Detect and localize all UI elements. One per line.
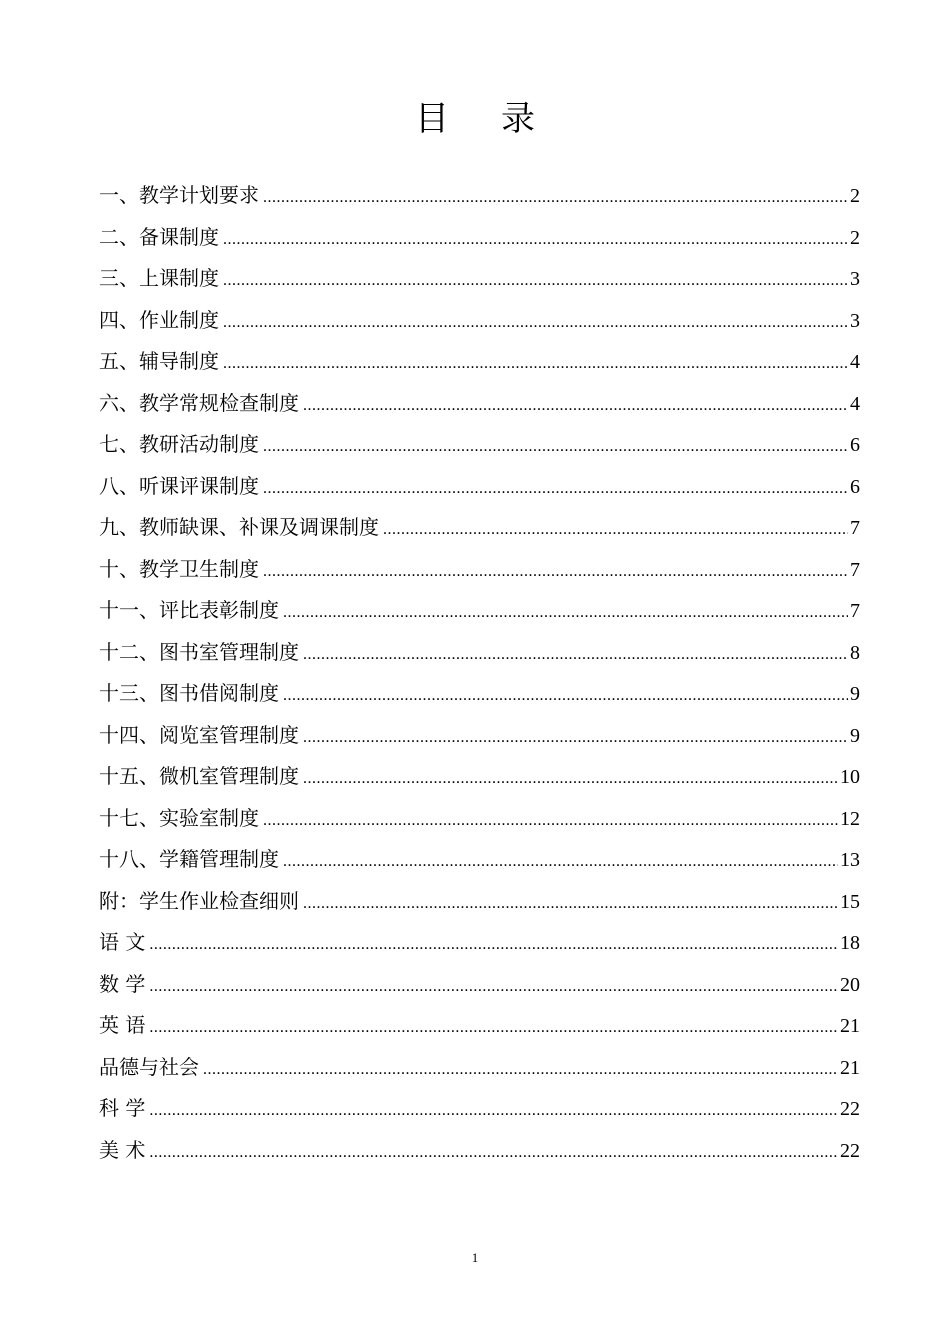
toc-entry-page-number: 8	[850, 641, 860, 664]
toc-entry-page-number: 2	[850, 226, 860, 249]
toc-entry-page-number: 15	[840, 890, 860, 913]
toc-dot-leader	[149, 1132, 838, 1174]
toc-entry-label: 十七、实验室制度	[99, 805, 259, 830]
toc-entry-page-number: 18	[840, 932, 860, 954]
toc-entry-page-number: 2	[850, 185, 860, 207]
toc-entry[interactable]	[99, 881, 860, 923]
toc-entry-label: 品德与社会	[99, 1054, 199, 1079]
toc-entry[interactable]	[99, 1130, 860, 1172]
toc-dot-leader	[263, 177, 848, 219]
toc-dot-leader	[223, 343, 848, 385]
toc-entry-page-number: 3	[850, 268, 860, 290]
toc-entry[interactable]	[99, 175, 860, 217]
toc-dot-leader	[303, 385, 848, 427]
toc-entry-page-number: 6	[850, 475, 860, 498]
toc-entry-page-number: 13	[840, 849, 860, 871]
toc-entry[interactable]	[99, 549, 860, 591]
toc-entry-label: 三、上课制度	[99, 266, 219, 290]
page-number: 1	[471, 1250, 479, 1265]
toc-dot-leader	[303, 883, 838, 925]
toc-entry-page-number: 9	[850, 683, 860, 705]
toc-entry-page-number: 7	[850, 517, 860, 539]
toc-dot-leader	[283, 592, 848, 634]
toc-entry[interactable]	[99, 383, 860, 425]
toc-entry-label: 七、教研活动制度	[99, 432, 259, 456]
toc-entry-label: 数 学	[99, 971, 146, 996]
toc-dot-leader	[223, 219, 848, 261]
page-title: 目录	[415, 98, 587, 139]
toc-dot-leader	[223, 260, 848, 302]
toc-entry-label: 四、作业制度	[99, 307, 219, 332]
toc-entry[interactable]	[99, 922, 860, 964]
toc-entry[interactable]	[99, 715, 860, 757]
toc-entry-label: 二、备课制度	[99, 224, 219, 249]
toc-entry[interactable]	[99, 1047, 860, 1089]
toc-entry-page-number: 7	[850, 600, 860, 622]
toc-entry[interactable]	[99, 217, 860, 259]
toc-entry-label: 八、听课评课制度	[99, 473, 259, 498]
toc-entry-page-number: 3	[850, 309, 860, 332]
toc-dot-leader	[283, 841, 838, 883]
toc-dot-leader	[303, 634, 848, 676]
toc-entry-label: 一、教学计划要求	[99, 183, 259, 207]
toc-entry-label: 十一、评比表彰制度	[99, 598, 279, 622]
toc-entry-label: 英 语	[99, 1013, 146, 1037]
toc-entry-label: 十五、微机室管理制度	[99, 764, 299, 788]
toc-entry-label: 语 文	[99, 930, 146, 954]
toc-entry-page-number: 22	[840, 1139, 860, 1162]
toc-dot-leader	[203, 1049, 838, 1091]
toc-entry-label: 附：学生作业检查细则	[99, 888, 299, 913]
toc-entry[interactable]	[99, 798, 860, 840]
toc-entry-label: 科 学	[99, 1096, 146, 1120]
toc-dot-leader	[263, 551, 848, 593]
toc-entry-label: 十四、阅览室管理制度	[99, 722, 299, 747]
toc-entry[interactable]	[99, 1088, 860, 1130]
toc-entry-page-number: 10	[840, 766, 860, 788]
toc-dot-leader	[283, 675, 848, 717]
toc-entry-page-number: 7	[850, 558, 860, 581]
toc-entry-page-number: 21	[840, 1056, 860, 1079]
toc-dot-leader	[303, 758, 838, 800]
toc-dot-leader	[223, 302, 848, 344]
toc-entry-page-number: 4	[850, 351, 860, 373]
toc-entry-label: 十二、图书室管理制度	[99, 639, 299, 664]
toc-entry[interactable]	[99, 341, 860, 383]
toc-entry-label: 九、教师缺课、补课及调课制度	[99, 515, 379, 539]
toc-entry[interactable]	[99, 673, 860, 715]
toc-entry[interactable]	[99, 1005, 860, 1047]
toc-entry-page-number: 21	[840, 1015, 860, 1037]
toc-entry-page-number: 12	[840, 807, 860, 830]
toc-entry[interactable]	[99, 507, 860, 549]
toc-dot-leader	[263, 468, 848, 510]
toc-dot-leader	[263, 426, 848, 468]
toc-entry[interactable]	[99, 590, 860, 632]
toc-entry-label: 十三、图书借阅制度	[99, 681, 279, 705]
toc-entry-page-number: 9	[850, 724, 860, 747]
toc-entry[interactable]	[99, 756, 860, 798]
toc-dot-leader	[149, 924, 838, 966]
toc-entry-label: 美 术	[99, 1137, 146, 1162]
toc-dot-leader	[149, 1090, 838, 1132]
toc-dot-leader	[383, 509, 848, 551]
toc-entry-label: 六、教学常规检查制度	[99, 390, 299, 415]
toc-entry[interactable]	[99, 424, 860, 466]
toc-entry-label: 十、教学卫生制度	[99, 556, 259, 581]
toc-dot-leader	[303, 717, 848, 759]
toc-entry[interactable]	[99, 839, 860, 881]
toc-entry[interactable]	[99, 466, 860, 508]
toc-entry[interactable]	[99, 964, 860, 1006]
toc-entry[interactable]	[99, 632, 860, 674]
toc-dot-leader	[149, 966, 838, 1008]
toc-dot-leader	[149, 1007, 838, 1049]
toc-entry[interactable]	[99, 258, 860, 300]
toc-entry[interactable]	[99, 300, 860, 342]
toc-entry-page-number: 20	[840, 973, 860, 996]
table-of-contents	[99, 175, 860, 1171]
toc-entry-label: 五、辅导制度	[99, 349, 219, 373]
toc-dot-leader	[263, 800, 838, 842]
toc-entry-page-number: 22	[840, 1098, 860, 1120]
toc-entry-page-number: 4	[850, 392, 860, 415]
toc-entry-page-number: 6	[850, 434, 860, 456]
toc-entry-label: 十八、学籍管理制度	[99, 847, 279, 871]
